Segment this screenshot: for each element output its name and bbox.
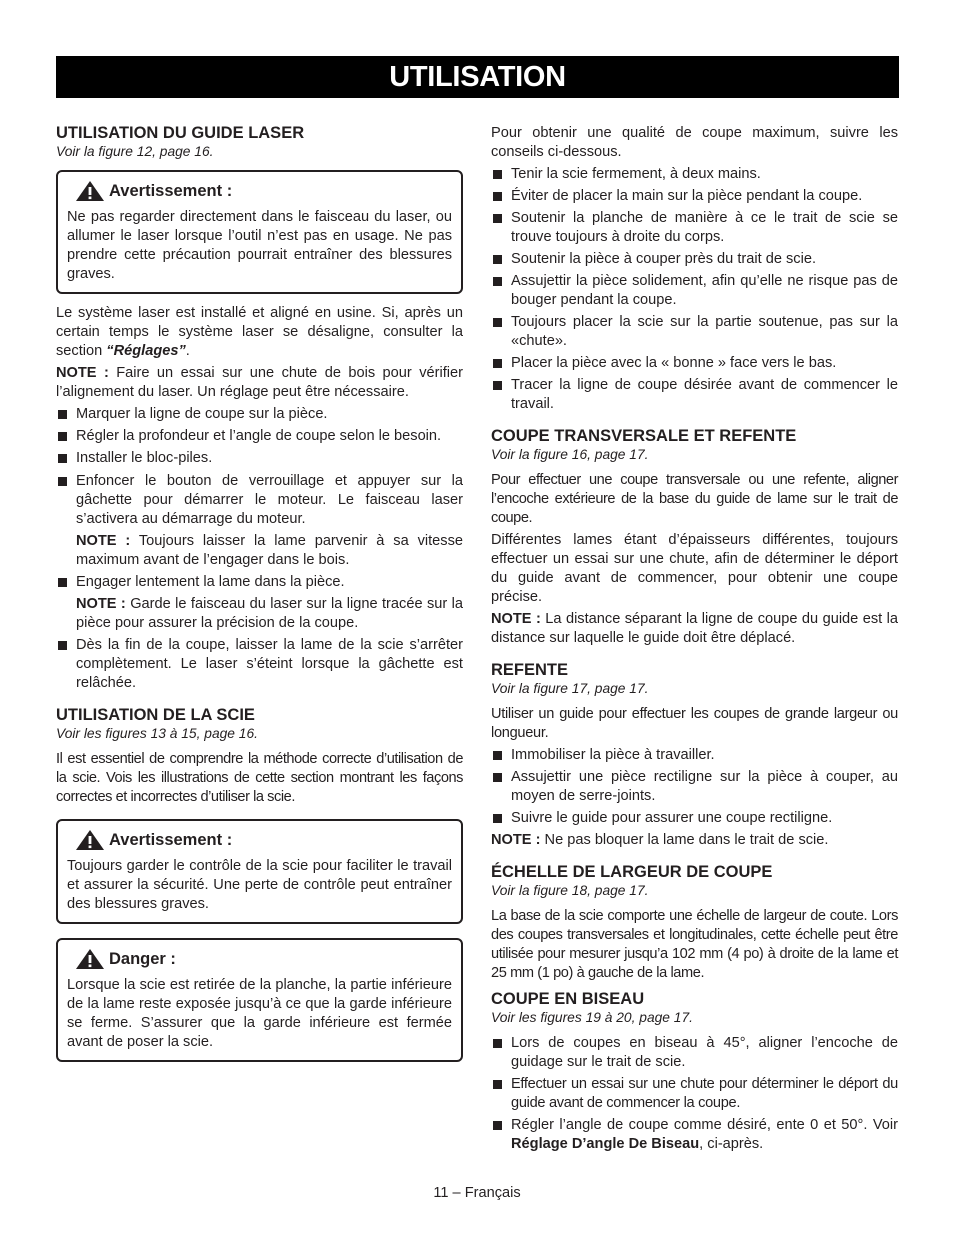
- warning-title: Avertissement :: [109, 182, 233, 200]
- square-bullet-icon: [493, 214, 502, 223]
- warning-title: Avertissement :: [109, 831, 233, 849]
- square-bullet-icon: [493, 1039, 502, 1048]
- square-bullet-icon: [58, 578, 67, 587]
- section-title-crosscut: COUPE TRANSVERSALE ET REFENTE: [491, 427, 797, 445]
- square-bullet-icon: [58, 641, 67, 650]
- list-item: Soutenir la pièce à couper près du trait de scie.: [491, 250, 898, 269]
- page-title: UTILISATION: [389, 61, 566, 93]
- square-bullet-icon: [493, 1080, 502, 1089]
- figure-reference: Voir la figure 12, page 16.: [56, 144, 214, 159]
- danger-box: [56, 938, 463, 1062]
- list-item: Toujours placer la scie sur la partie soutenue, pas sur la «chute».: [491, 313, 898, 351]
- paragraph: Il est essentiel de comprendre la méthode correcte d’utilisation de la scie. Vois les illustrations de cette section montrant les façons correctes et incorrectes d’utiliser la scie.: [56, 751, 463, 805]
- square-bullet-icon: [493, 318, 502, 327]
- list-item: Suivre le guide pour assurer une coupe rectiligne.: [491, 809, 898, 828]
- list-item: Régler la profondeur et l’angle de coupe selon le besoin.: [56, 427, 463, 446]
- list-item: Effectuer un essai sur une chute pour déterminer le déport du guide avant de commencer la coupe.: [491, 1075, 898, 1113]
- right-column: [491, 124, 898, 1157]
- warning-triangle-icon: [75, 948, 105, 970]
- warning-box: [56, 170, 463, 294]
- section-title-rip-cut: REFENTE: [491, 661, 569, 679]
- square-bullet-icon: [493, 773, 502, 782]
- list-item: Assujettir la pièce solidement, afin qu’elle ne risque pas de bouger pendant la coupe.: [491, 272, 898, 310]
- figure-reference: Voir les figures 19 à 20, page 17.: [491, 1010, 693, 1025]
- square-bullet-icon: [58, 477, 67, 486]
- warning-text: Toujours garder le contrôle de la scie pour faciliter le travail et assurer la sécurité. Une perte de contrôle peut entraîner des blessures graves.: [67, 858, 452, 912]
- page-title-bar: [56, 56, 899, 98]
- paragraph: Pour effectuer une coupe transversale ou une refente, aligner l’encoche extérieure de la base du guide de lame sur le trait de coupe.: [491, 472, 898, 526]
- tips-list: [491, 165, 898, 414]
- section-title-laser-guide: UTILISATION DU GUIDE LASER: [56, 124, 305, 142]
- note: NOTE : La distance séparant la ligne de coupe du guide est la distance sur laquelle le guide doit être déplacé.: [491, 611, 898, 646]
- square-bullet-icon: [58, 410, 67, 419]
- page-footer: 11 – Français: [433, 1185, 521, 1201]
- bevel-adjustment-reference: Réglage D’angle De Biseau: [511, 1136, 700, 1152]
- step-list: [491, 1034, 898, 1154]
- figure-reference: Voir la figure 16, page 17.: [491, 447, 649, 462]
- list-item: Tracer la ligne de coupe désirée avant de commencer le travail.: [491, 376, 898, 414]
- list-item: Immobiliser la pièce à travailler.: [491, 746, 898, 765]
- note: NOTE : Ne pas bloquer la lame dans le trait de scie.: [491, 832, 829, 848]
- square-bullet-icon: [493, 1121, 502, 1130]
- list-item: Éviter de placer la main sur la pièce pendant la coupe.: [491, 187, 898, 206]
- paragraph: Le système laser est installé et aligné en usine. Si, après un certain temps le système laser se désaligne, consulter la section “Réglages”.: [56, 305, 463, 359]
- list-item: Engager lentement la lame dans la pièce.: [56, 573, 463, 592]
- section-title-bevel-cut: COUPE EN BISEAU: [491, 990, 645, 1008]
- square-bullet-icon: [493, 192, 502, 201]
- danger-text: Lorsque la scie est retirée de la planche, la partie inférieure de la lame reste exposée jusqu’à ce que la garde inférieure se ferme. S’assurer que la garde inférieure est fermée avant de poser la scie.: [67, 977, 452, 1050]
- list-item: Régler l’angle de coupe comme désiré, ente 0 et 50°. Voir Réglage D’angle De Biseau, ci-après.: [491, 1116, 898, 1154]
- square-bullet-icon: [58, 454, 67, 463]
- warning-box: [56, 819, 463, 924]
- settings-reference: “Réglages”: [106, 343, 186, 359]
- square-bullet-icon: [493, 170, 502, 179]
- list-item: Enfoncer le bouton de verrouillage et appuyer sur la gâchette pour démarrer le moteur. Le faisceau laser s’activera au démarrage du moteur.: [56, 472, 463, 529]
- note: NOTE : Faire un essai sur une chute de bois pour vérifier l’alignement du laser. Un réglage peut être nécessaire.: [56, 365, 463, 400]
- list-item: Soutenir la planche de manière à ce le trait de scie se trouve toujours à droite du corps.: [491, 209, 898, 247]
- list-item: Marquer la ligne de coupe sur la pièce.: [56, 405, 463, 424]
- warning-triangle-icon: [75, 829, 105, 851]
- step-list: [56, 573, 463, 592]
- paragraph: Différentes lames étant d’épaisseurs différentes, toujours effectuer un essai sur une chute, afin de déterminer le déport du guide avant de commencer, pour obtenir une coupe précise.: [491, 532, 898, 605]
- paragraph: Utiliser un guide pour effectuer les coupes de grande largeur ou longueur.: [491, 706, 898, 741]
- list-item: Dès la fin de la coupe, laisser la lame de la scie s’arrêter complètement. Le laser s’éteint lorsque la gâchette est relâchée.: [56, 636, 463, 693]
- paragraph: La base de la scie comporte une échelle de largeur de coute. Lors des coupes transversales et longitudinales, cette échelle peut être utilisée pour mesurer jusqu’a 102 mm (4 po) à droite de la lame et 25 mm (1 po) à gauche de la lame.: [491, 908, 898, 981]
- square-bullet-icon: [493, 359, 502, 368]
- square-bullet-icon: [493, 381, 502, 390]
- list-item: Assujettir une pièce rectiligne sur la pièce à couper, au moyen de serre-joints.: [491, 768, 898, 806]
- warning-triangle-icon: [75, 180, 105, 202]
- note: NOTE : Garde le faisceau du laser sur la ligne tracée sur la pièce pour assurer la précision de la coupe.: [76, 596, 463, 631]
- figure-reference: Voir la figure 18, page 17.: [491, 883, 649, 898]
- square-bullet-icon: [58, 432, 67, 441]
- list-item: Lors de coupes en biseau à 45°, aligner l’encoche de guidage sur le trait de scie.: [491, 1034, 898, 1072]
- list-item: Installer le bloc-piles.: [56, 449, 463, 468]
- figure-reference: Voir la figure 17, page 17.: [491, 681, 649, 696]
- note: NOTE : Toujours laisser la lame parvenir à sa vitesse maximum avant de l’engager dans le bois.: [76, 533, 463, 568]
- square-bullet-icon: [493, 751, 502, 760]
- left-column: [56, 123, 463, 1072]
- square-bullet-icon: [493, 277, 502, 286]
- list-item: Tenir la scie fermement, à deux mains.: [491, 165, 898, 184]
- paragraph: Pour obtenir une qualité de coupe maximum, suivre les conseils ci-dessous.: [491, 125, 898, 160]
- figure-reference: Voir les figures 13 à 15, page 16.: [56, 726, 258, 741]
- square-bullet-icon: [493, 814, 502, 823]
- section-title-cut-width-scale: ÉCHELLE DE LARGEUR DE COUPE: [491, 863, 773, 881]
- step-list: [491, 746, 898, 828]
- danger-title: Danger :: [109, 950, 176, 968]
- section-title-saw-use: UTILISATION DE LA SCIE: [56, 706, 255, 724]
- list-item: Placer la pièce avec la « bonne » face vers le bas.: [491, 354, 898, 373]
- step-list: [56, 636, 463, 693]
- step-list: [56, 405, 463, 529]
- warning-text: Ne pas regarder directement dans le faisceau du laser, ou allumer le laser lorsque l’outil n’est pas en usage. Ne pas prendre cette précaution pourrait entraîner des blessures graves.: [67, 209, 452, 282]
- square-bullet-icon: [493, 255, 502, 264]
